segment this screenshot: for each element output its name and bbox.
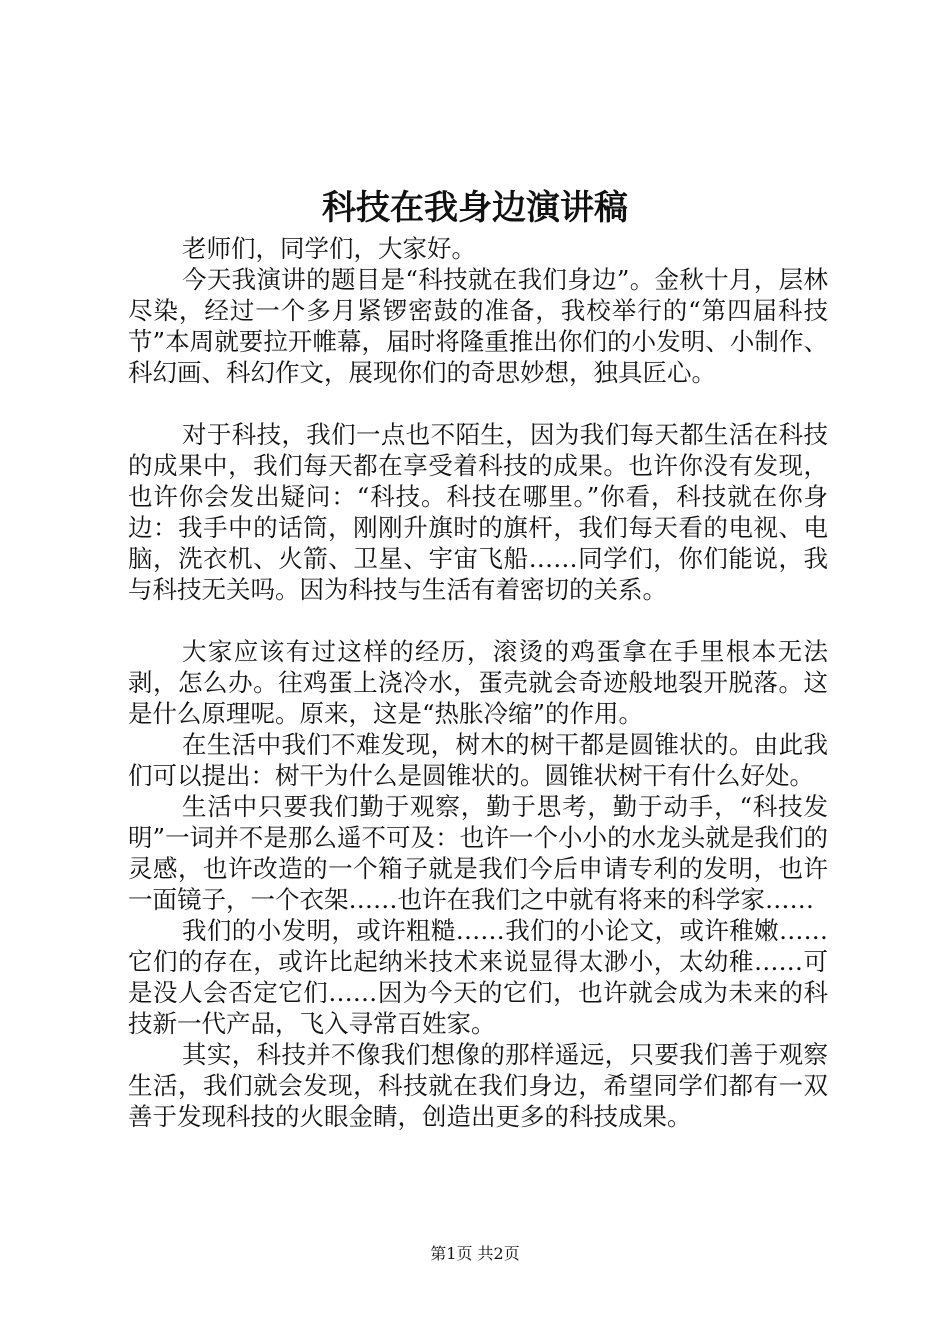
paragraph-inventions: 我们的小发明，或许粗糙……我们的小论文，或许稚嫩……它们的存在，或许比起纳米技术来说显得太渺小，太幼稚……可是没人会否定它们……因为今天的它们，也许就会成为未来的科技新一代产品，飞入寻常百姓家。 (128, 916, 828, 1038)
paragraph-technology-around: 对于科技，我们一点也不陌生，因为我们每天都生活在科技的成果中，我们每天都在享受着科技的成果。也许你没有发现，也许你会发出疑问：“科技。科技在哪里。”你看，科技就在你身边：我手中的话筒，刚刚升旗时的旗杆，我们每天看的电视、电脑，洗衣机、火箭、卫星、宇宙飞船……同学们，你们能说，我与科技无关吗。因为科技与生活有着密切的关系。 (128, 420, 828, 604)
paragraph-egg-example: 大家应该有过这样的经历，滚烫的鸡蛋拿在手里根本无法剥，怎么办。往鸡蛋上浇冷水，蛋壳就会奇迹般地裂开脱落。这是什么原理呢。原来，这是“热胀冷缩”的作用。 (128, 637, 828, 728)
paragraph-tree-example: 在生活中我们不难发现，树木的树干都是圆锥状的。由此我们可以提出：树干为什么是圆锥状的。圆锥状树干有什么好处。 (128, 730, 828, 790)
page-footer: 第1页 共2页 (430, 1244, 520, 1263)
paragraph-topic: 今天我演讲的题目是“科技就在我们身边”。金秋十月，层林尽染，经过一个多月紧锣密鼓的准备，我校举行的“第四届科技节”本周就要拉开帷幕，届时将隆重推出你们的小发明、小制作、科幻画、科幻作文，展现你们的奇思妙想，独具匠心。 (128, 265, 828, 387)
document-body (128, 233, 828, 1132)
paragraph-conclusion: 其实，科技并不像我们想像的那样遥远，只要我们善于观察生活，我们就会发现，科技就在我们身边，希望同学们都有一双善于发现科技的火眼金睛，创造出更多的科技成果。 (128, 1040, 828, 1131)
paragraph-observation: 生活中只要我们勤于观察，勤于思考，勤于动手，“科技发明”一词并不是那么遥不可及：也许一个小小的水龙头就是我们的灵感，也许改造的一个箱子就是我们今后申请专利的发明，也许一面镜子，一个衣架……也许在我们之中就有将来的科学家…… (128, 792, 828, 914)
paragraph-greeting: 老师们，同学们，大家好。 (182, 234, 476, 263)
document-title: 科技在我身边演讲稿 (322, 188, 628, 228)
